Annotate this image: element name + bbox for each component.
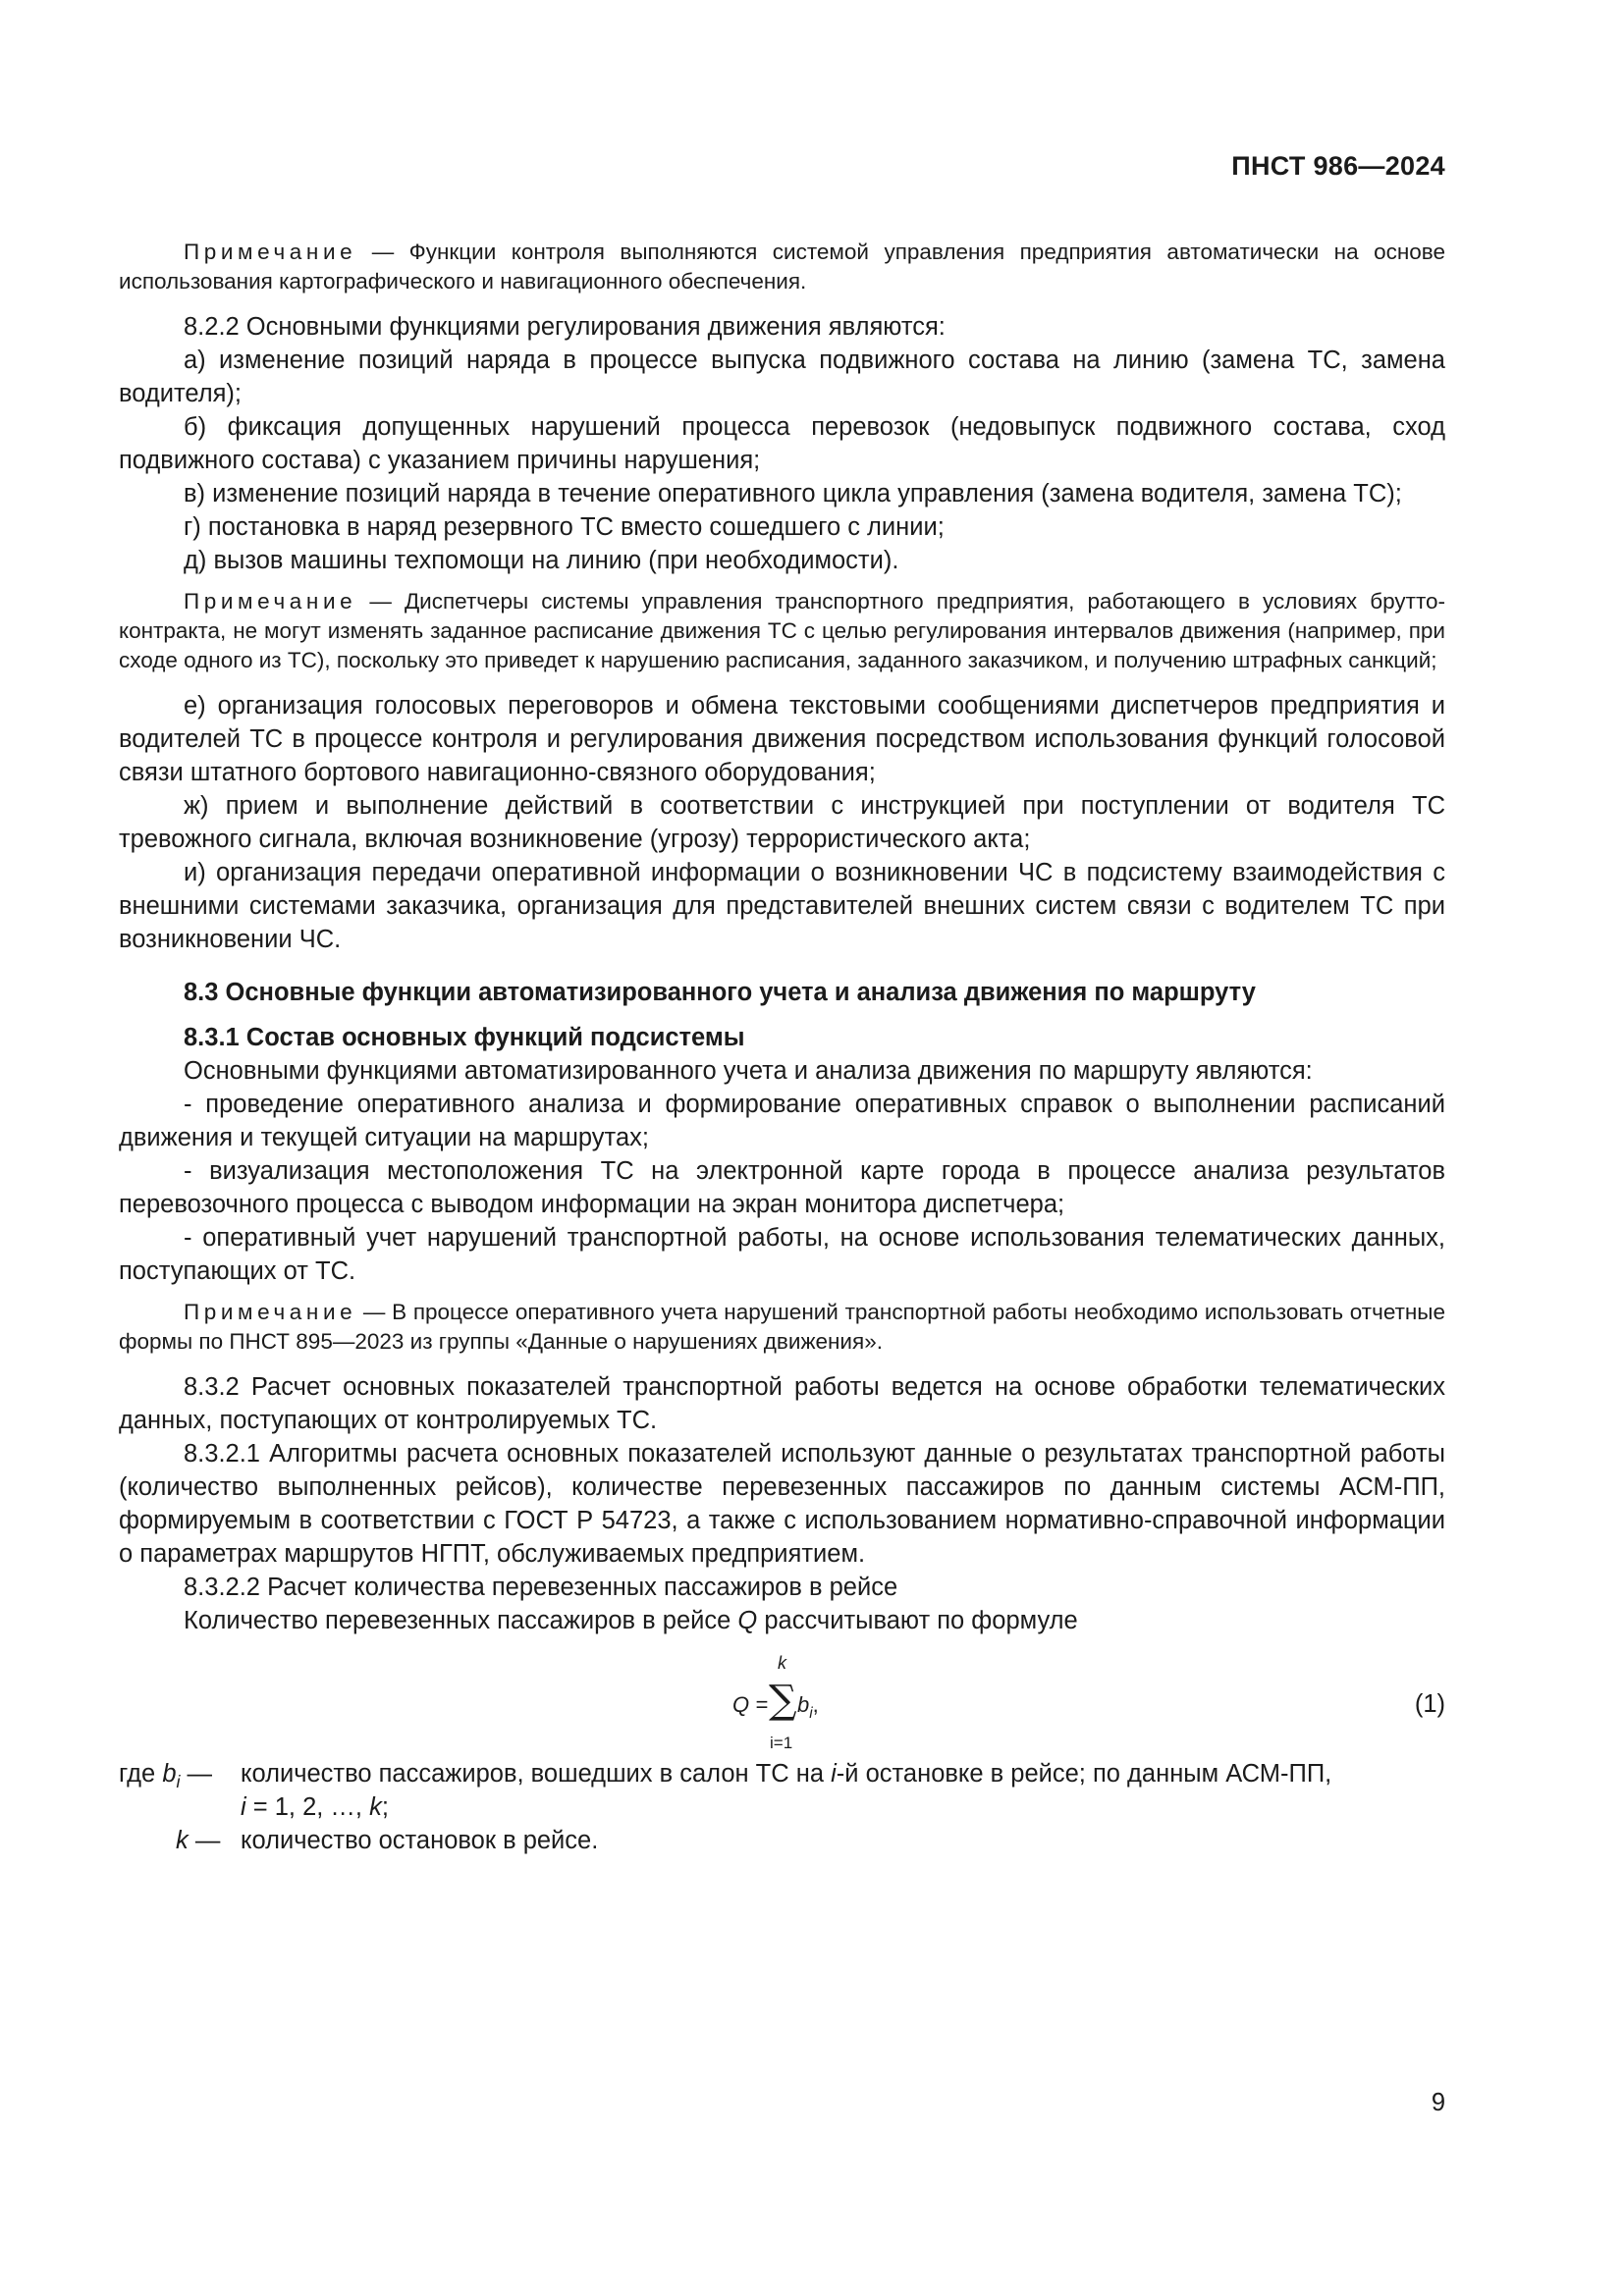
legend-row-k: k — количество остановок в рейсе. bbox=[176, 1827, 599, 1854]
list-item-g: г) постановка в наряд резервного ТС вместо сошедшего с линии; bbox=[184, 513, 945, 541]
list-item-d: д) вызов машины техпомощи на линию (при необходимости). bbox=[184, 547, 899, 574]
note-control bbox=[119, 238, 1445, 296]
formula-intro: Количество перевезенных пассажиров в рейсе Q рассчитывают по формуле bbox=[184, 1607, 1078, 1634]
bullet-item: - проведение оперативного анализа и формирование оперативных справок о выполнении расписаний движения и текущей ситуации на маршрутах; bbox=[119, 1091, 1445, 1151]
formula-number: (1) bbox=[1414, 1690, 1445, 1718]
page-content bbox=[119, 228, 1445, 1857]
formula-intro-variable: Q bbox=[737, 1607, 758, 1634]
section-8-3-2: 8.3.2 Расчет основных показателей транспортной работы ведется на основе обработки телематических данных, поступающих от контролируемых ТС. bbox=[119, 1373, 1445, 1434]
list-item-a: а) изменение позиций наряда в процессе выпуска подвижного состава на линию (замена ТС, замена водителя); bbox=[119, 347, 1445, 407]
list-item-v: в) изменение позиций наряда в течение оперативного цикла управления (замена водителя, замена ТС); bbox=[184, 480, 1402, 507]
section-8-2-2-intro: 8.2.2 Основными функциями регулирования движения являются: bbox=[184, 313, 946, 341]
note-label: Примечание bbox=[184, 589, 357, 614]
note-dispatchers bbox=[119, 587, 1445, 675]
formula-lhs: Q = bbox=[732, 1692, 769, 1717]
bullet-item: - визуализация местоположения ТС на электронной карте города в процессе анализа результатов перевозочного процесса с выводом информации на экран монитора диспетчера; bbox=[119, 1157, 1445, 1218]
note-text: — Диспетчеры системы управления транспортного предприятия, работающего в условиях брутто-контракта, не могут изменять заданное расписание движения ТС с целью регулирования интервалов движения (например, при сходе одного из ТС), поскольку это приведет к нарушению расписания, заданного заказчиком, и получению штрафных санкций; bbox=[119, 589, 1445, 672]
note-label: Примечание bbox=[184, 1300, 357, 1324]
list-item-e: е) организация голосовых переговоров и обмена текстовыми сообщениями диспетчеров предприятия и водителей ТС в процессе контроля и регулирования движения посредством использования функций голосовой связи штатного бортового навигационно-связного оборудования; bbox=[119, 692, 1445, 786]
list-item-i: и) организация передачи оперативной информации о возникновении ЧС в подсистему взаимодействия с внешними системами заказчика, организация для представителей внешних систем связи с водителем ТС при возникновении ЧС. bbox=[119, 859, 1445, 953]
note-text: — В процессе оперативного учета нарушений транспортной работы необходимо использовать отчетные формы по ПНСТ 895—2023 из группы «Данные о нарушениях движения». bbox=[119, 1300, 1445, 1354]
note-text: — Функции контроля выполняются системой управления предприятия автоматически на основе использования картографического и навигационного обеспечения. bbox=[119, 240, 1445, 294]
document-id: ПНСТ 986—2024 bbox=[1231, 151, 1445, 181]
page-number: 9 bbox=[1431, 2089, 1445, 2116]
note-reports bbox=[119, 1298, 1445, 1357]
list-item-b: б) фиксация допущенных нарушений процесса перевозок (недовыпуск подвижного состава, сход подвижного состава) с указанием причины нарушения; bbox=[119, 413, 1445, 474]
formula-term: $b_i$, bbox=[797, 1692, 819, 1722]
section-8-3-1-heading: 8.3.1 Состав основных функций подсистемы bbox=[184, 1024, 745, 1051]
note-label: Примечание bbox=[184, 240, 357, 264]
section-8-3-heading: 8.3 Основные функции автоматизированного учета и анализа движения по маршруту bbox=[184, 979, 1256, 1006]
formula-upper-limit: k bbox=[778, 1653, 786, 1673]
formula-legend bbox=[119, 1757, 1445, 1857]
section-8-3-2-2: 8.3.2.2 Расчет количества перевезенных пассажиров в рейсе bbox=[184, 1574, 898, 1601]
section-8-3-2-1: 8.3.2.1 Алгоритмы расчета основных показателей используют данные о результатах транспортной работы (количество выполненных рейсов), количестве перевезенных пассажиров по данным системы АСМ-ПП, формируемым в соответствии с ГОСТ Р 54723, а также с использованием нормативно-справочной информации о параметрах маршрутов НГПТ, обслуживаемых предприятием. bbox=[119, 1440, 1445, 1568]
list-item-zh: ж) прием и выполнение действий в соответствии с инструкцией при поступлении от водителя ТС тревожного сигнала, включая возникновение (угрозу) террористического акта; bbox=[119, 792, 1445, 853]
legend-row-b: где $b_i$ — количество пассажиров, вошедших в салон ТС на i-й остановке в рейсе; по данным АСМ-ПП, i = 1, 2, …, k; bbox=[119, 1760, 1332, 1821]
bullet-item: - оперативный учет нарушений транспортной работы, на основе использования телематических данных, поступающих от ТС. bbox=[119, 1224, 1445, 1285]
sum-sign: ∑ bbox=[769, 1678, 797, 1723]
section-8-3-1-intro: Основными функциями автоматизированного учета и анализа движения по маршруту являются: bbox=[184, 1057, 1313, 1085]
formula-1 bbox=[119, 1643, 1445, 1757]
formula-lower-limit: i=1 bbox=[770, 1734, 793, 1752]
